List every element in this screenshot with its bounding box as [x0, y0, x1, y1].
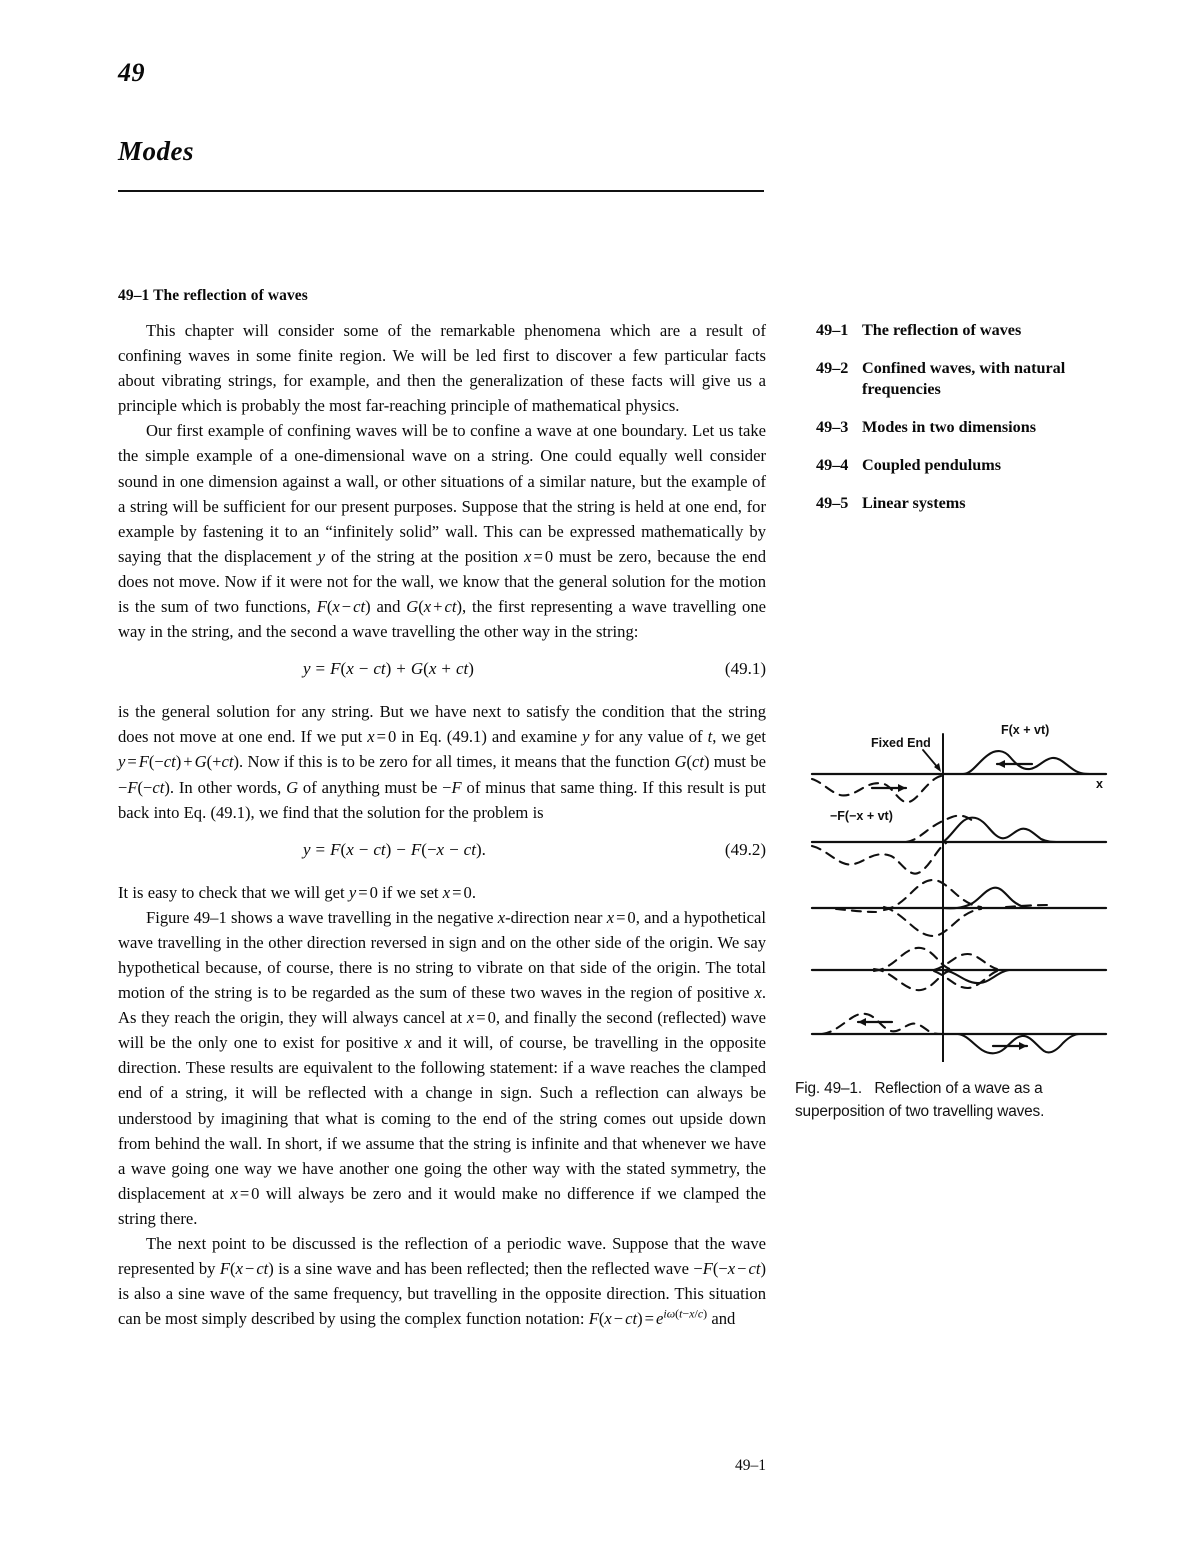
figure-panel-3: [812, 874, 1106, 944]
sidebar-item-number: 49–5: [816, 494, 849, 512]
fixed-end-leader: [923, 750, 941, 772]
sidebar-item-number: 49–3: [816, 418, 849, 436]
figure-label-incoming-wave: F(x + vt): [1001, 723, 1050, 737]
arrow-left-panel-5: [858, 1018, 892, 1026]
figure-label-image-wave: −F(−x + vt): [830, 809, 893, 823]
chapter-title: Modes: [118, 136, 194, 166]
paragraph-5: Figure 49–1 shows a wave travelling in the negative x-direction near x = 0, and a hypothetical wave travelling in the other direction reversed in sign and on the other side of the origin. We say hypothetical because, of course, there is no string to vibrate on that side of the origin. The total motion of the string is to be regarded as the sum of these two waves in the region of positive x. As they reach the origin, they will always cancel at x = 0, and finally the second (reflected) wave will be the only one to exist for positive x and it will, of course, be travelling in the opposite direction. These results are equivalent to the following statement: if a wave reaches the clamped end of a string, it will be reflected with a change in sign. Such a reflection can always be understood by imagining that what is coming to the end of the string comes out upside down from behind the wall. In short, if we assume that the string is infinite and that whenever we have a wave going one way we have another one going the other way with the stated symmetry, the displacement at x = 0 will always be zero and it would make no difference if we clamped the string there.: [118, 907, 766, 1228]
paragraph-6: The next point to be discussed is the reflection of a periodic wave. Suppose that the wave represented by F(x − ct) is a sine wave and has been reflected; then the reflected wave −F(−x − ct) is also a sine wave of the same frequency, but travelling in the opposite direction. This situation can be most simply described by using the complex function notation: $F(x - ct) = e^{i\omega(t-x/c)}$ and: [118, 1234, 766, 1329]
sidebar-item-49-2[interactable]: [816, 358, 1108, 400]
figure-caption: [795, 1077, 1125, 1123]
sidebar-item-label: Confined waves, with natural frequencies: [862, 359, 1066, 398]
sidebar-item-label: Linear systems: [862, 494, 966, 512]
figure-49-1: [806, 712, 1126, 1062]
sidebar-item-label: The reflection of waves: [862, 321, 1022, 339]
sidebar-item-number: 49–4: [816, 456, 849, 474]
equation-49-1: [118, 659, 766, 685]
equation-49-2: [118, 840, 766, 866]
section-heading: 49–1 The reflection of waves: [118, 287, 308, 304]
chapter-contents-sidebar: [816, 320, 1108, 531]
paragraph-4: It is easy to check that we will get y = 0 if we set x = 0.: [118, 882, 476, 902]
paragraph-1: This chapter will consider some of the remarkable phenomena which are a result of confining waves in some finite region. We will be led first to discover a few particular facts about vibrating strings, for example, and then the generalization of these facts will give us a principle which is probably the most far-reaching principle of mathematical physics.: [118, 321, 766, 416]
page-folio: 49–1: [735, 1457, 766, 1474]
figure-panel-5: [812, 1004, 1106, 1062]
figure-label-fixed-end: Fixed End: [871, 736, 931, 750]
figure-49-1-svg: [806, 712, 1126, 1062]
sidebar-item-49-3[interactable]: [816, 417, 1108, 438]
main-text-column: [118, 287, 766, 1331]
arrow-right-panel-1: [872, 784, 906, 792]
sidebar-item-number: 49–2: [816, 359, 849, 377]
sidebar-item-49-1[interactable]: [816, 320, 1108, 341]
paragraph-3: is the general solution for any string. But we have next to satisfy the condition that the string does not move at one end. If we put x = 0 in Eq. (49.1) and examine y for any value of t, we get y = F(−ct) + G(+ct). Now if this is to be zero for all times, it means that the function G(ct) must be −F(−ct). In other words, G of anything must be −F of minus that same thing. If this result is put back into Eq. (49.1), we find that the solution for the problem is: [118, 702, 766, 822]
figure-caption-text: Reflection of a wave as a superposition of two travelling waves.: [795, 1080, 1045, 1120]
paragraph-2: Our first example of confining waves will be to confine a wave at one boundary. Let us take the simple example of a one-dimensional wave on a string. One could equally well consider sound in one dimension against a wall, or other situations of a similar nature, but the example of a string will be sufficient for our present purposes. Suppose that the string is held at one end, for example by fastening it to an “infinitely solid” wall. This can be expressed mathematically by saying that the displacement y of the string at the position x = 0 must be zero, because the end does not move. Now if it were not for the wall, we know that the general solution for the motion is the sum of two functions, F(x − ct) and G(x + ct), the first representing a wave travelling one way in the string, and the second a wave travelling the other way in the string:: [118, 421, 766, 642]
figure-panel-4: [812, 940, 1106, 1004]
figure-panel-1: [812, 734, 1106, 812]
sidebar-item-49-4[interactable]: [816, 455, 1108, 476]
figure-caption-label: Fig. 49–1.: [795, 1080, 862, 1097]
figure-label-x-axis: x: [1096, 777, 1103, 791]
sidebar-item-label: Coupled pendulums: [862, 456, 1002, 474]
header-rule-divider: [118, 190, 764, 192]
equation-49-1-body: y = F(x − ct) + G(x + ct): [303, 659, 474, 679]
equation-49-2-body: y = F(x − ct) − F(−x − ct).: [303, 839, 486, 859]
chapter-number: 49: [118, 58, 145, 87]
sidebar-item-label: Modes in two dimensions: [862, 418, 1037, 436]
equation-49-2-number: (49.2): [724, 839, 766, 859]
equation-49-1-number: (49.1): [724, 659, 766, 679]
sidebar-item-number: 49–1: [816, 321, 849, 339]
sidebar-item-49-5[interactable]: [816, 493, 1108, 514]
